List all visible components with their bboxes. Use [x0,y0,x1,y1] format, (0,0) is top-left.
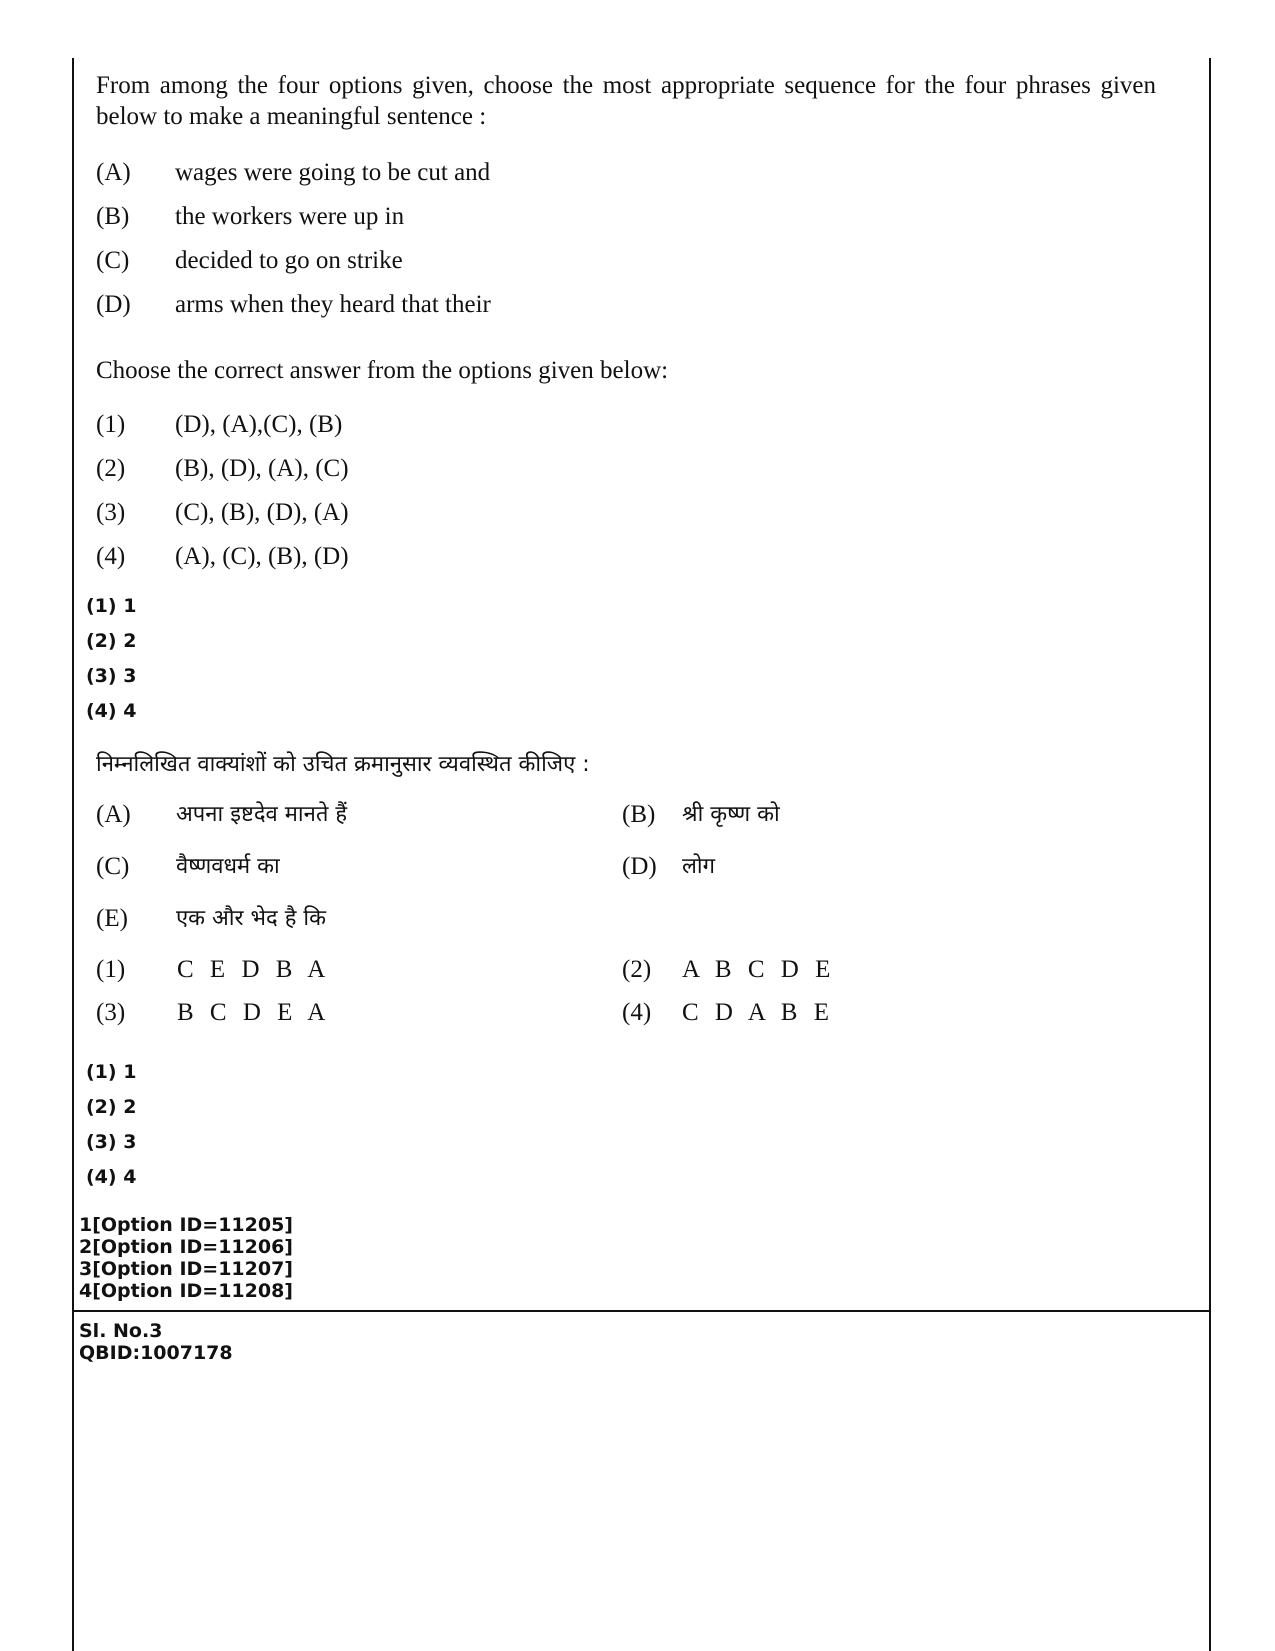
option-label: (1) [96,411,126,438]
answer-choice-2[interactable]: (2) 2 [86,630,137,652]
option-text: B C D E A [177,999,331,1026]
answer-choice-3[interactable]: (3) 3 [86,665,137,687]
option-id-1: 1[Option ID=11205] [79,1214,293,1236]
phrase-label: (E) [96,905,128,932]
phrase-label: (C) [96,247,130,274]
option-label: (2) [96,455,126,482]
option-text: A B C D E [682,956,836,983]
option-label: (4) [622,999,652,1026]
phrase-label: (D) [622,853,657,880]
hindi-answer-choice-4[interactable]: (4) 4 [86,1166,137,1188]
option-text: C E D B A [177,956,331,983]
phrase-text: अपना इष्टदेव मानते हैं [176,802,348,827]
phrase-label: (B) [96,203,130,230]
option-text: C D A B E [682,999,834,1026]
phrase-label: (B) [622,801,656,828]
option-text: (D), (A),(C), (B) [175,411,343,438]
option-label: (3) [96,999,126,1026]
phrase-label: (A) [96,159,131,186]
option-label: (2) [622,956,652,983]
phrase-text: एक और भेद है कि [176,906,326,931]
phrase-text: the workers were up in [175,203,405,230]
question-divider [72,1310,1211,1312]
phrase-text: wages were going to be cut and [175,159,491,186]
option-label: (1) [96,956,126,983]
right-border-line [1209,58,1211,1651]
question-prompt: From among the four options given, choose the most appropriate sequence for the four phrases given below to make a meaningful sentence : [96,72,1156,130]
choose-instruction: Choose the correct answer from the options given below: [96,357,669,384]
phrase-text: decided to go on strike [175,247,403,274]
answer-choice-4[interactable]: (4) 4 [86,700,137,722]
phrase-text: arms when they heard that their [175,291,491,318]
option-id-4: 4[Option ID=11208] [79,1280,293,1302]
phrase-label: (D) [96,291,131,318]
option-text: (C), (B), (D), (A) [175,499,349,526]
question-bank-id: QBID:1007178 [79,1342,233,1364]
hindi-answer-choice-3[interactable]: (3) 3 [86,1131,137,1153]
phrase-text: श्री कृष्ण को [682,802,780,827]
answer-choice-1[interactable]: (1) 1 [86,595,137,617]
phrase-text: लोग [682,854,716,879]
left-border-line [72,58,74,1651]
phrase-label: (C) [96,853,130,880]
hindi-answer-choice-1[interactable]: (1) 1 [86,1061,137,1083]
option-id-3: 3[Option ID=11207] [79,1258,293,1280]
option-label: (3) [96,499,126,526]
option-text: (A), (C), (B), (D) [175,543,349,570]
serial-number: Sl. No.3 [79,1320,163,1342]
option-id-2: 2[Option ID=11206] [79,1236,293,1258]
phrase-text: वैष्णवधर्म का [176,854,280,879]
hindi-answer-choice-2[interactable]: (2) 2 [86,1096,137,1118]
question-prompt-hindi: निम्नलिखित वाक्यांशों को उचित क्रमानुसार व्यवस्थित कीजिए : [96,752,590,777]
option-text: (B), (D), (A), (C) [175,455,349,482]
phrase-label: (A) [96,801,131,828]
option-label: (4) [96,543,126,570]
